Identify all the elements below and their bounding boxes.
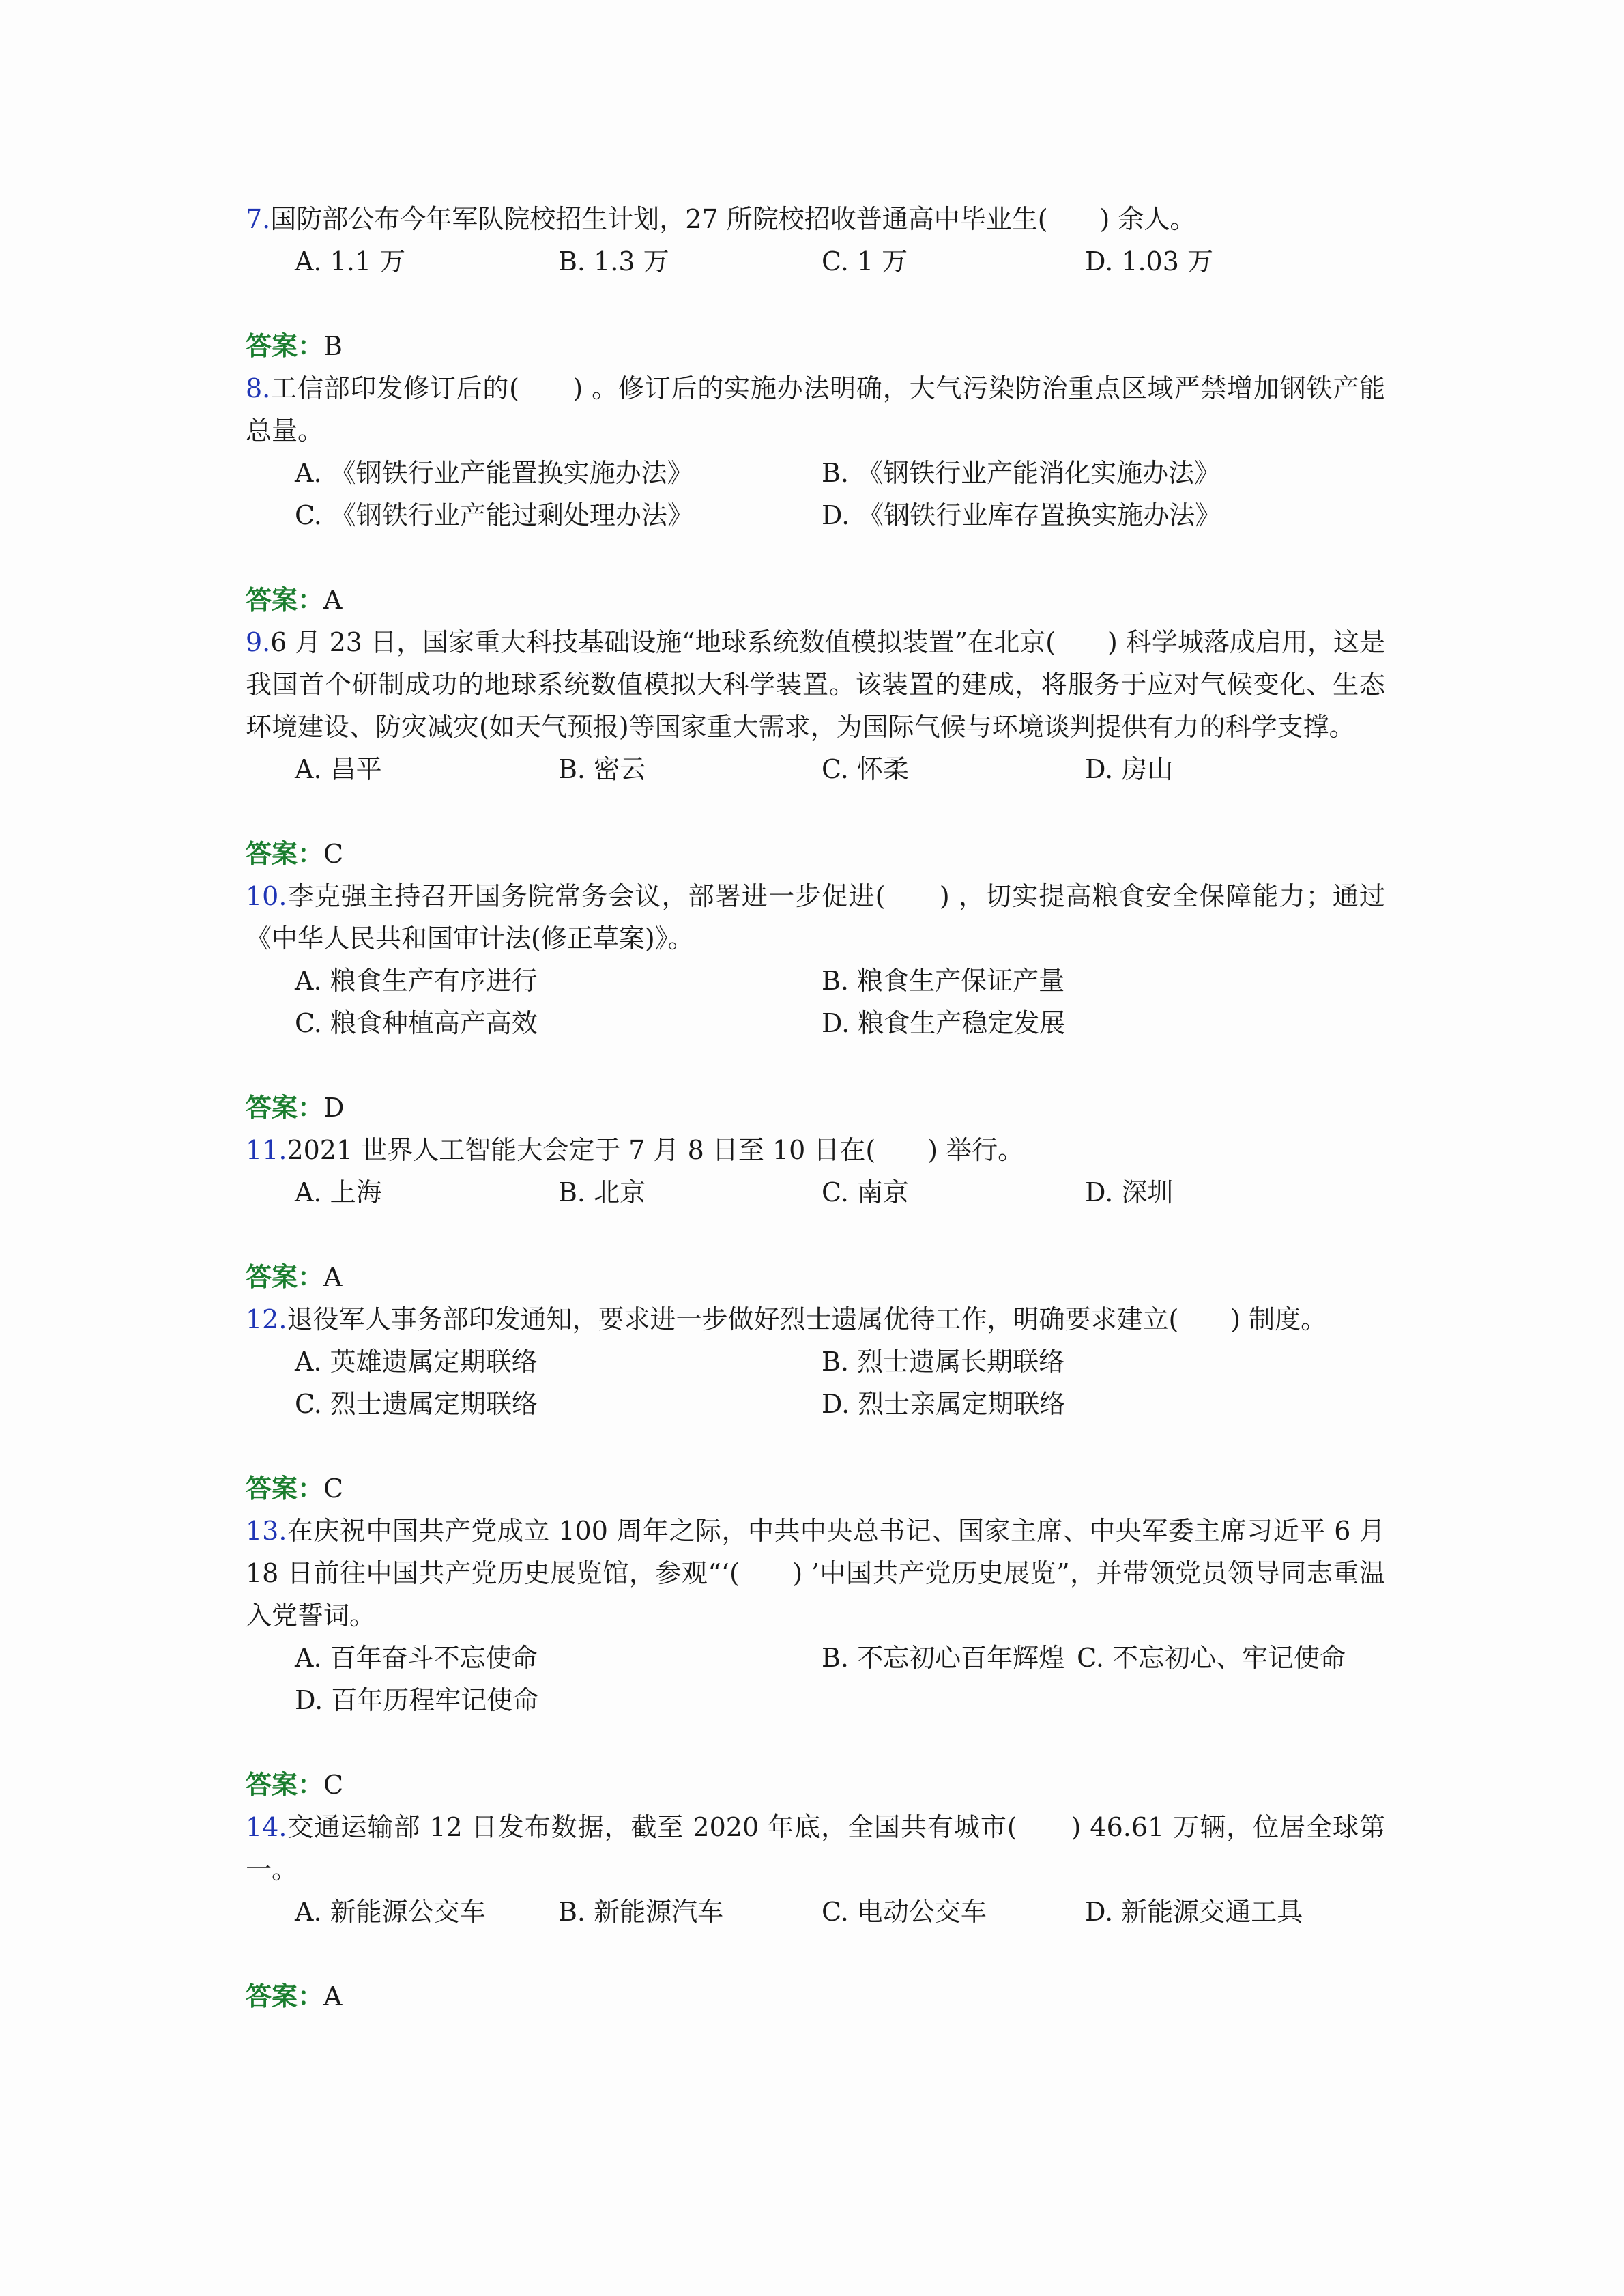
- option-d: D. 百年历程牢记使命: [295, 1685, 539, 1715]
- question-stem: 退役军人事务部印发通知，要求进一步做好烈士遗属优待工作，明确要求建立( ) 制度。: [287, 1304, 1327, 1334]
- option-a: A. 上海: [295, 1177, 382, 1207]
- options: [246, 1637, 1385, 1721]
- option-b: B. 北京: [558, 1177, 646, 1207]
- answer-value: A: [323, 1981, 343, 2011]
- question-text: [246, 875, 1385, 960]
- question-text: [246, 198, 1385, 240]
- option-c: C. 电动公交车: [822, 1897, 987, 1927]
- question-14: [246, 1806, 1385, 2018]
- answer-label: 答案：: [246, 838, 324, 869]
- question-12: [246, 1298, 1385, 1510]
- option-d: D. 新能源交通工具: [1085, 1897, 1303, 1927]
- answer: [246, 833, 1385, 875]
- option-a: A. 英雄遗属定期联络: [295, 1347, 538, 1377]
- option-c: C. 不忘初心、牢记使命: [1077, 1643, 1346, 1673]
- option-c: C. 怀柔: [822, 754, 909, 784]
- question-text: [246, 621, 1385, 748]
- option-a: A. 新能源公交车: [295, 1897, 486, 1927]
- option-b: B. 《钢铁行业产能消化实施办法》: [822, 458, 1221, 488]
- question-stem: 国防部公布今年军队院校招生计划，27 所院校招收普通高中毕业生( ) 余人。: [270, 204, 1196, 234]
- options: [246, 240, 1385, 283]
- answer-label: 答案：: [246, 584, 324, 615]
- options: [246, 452, 1385, 536]
- question-number: 10.: [246, 881, 287, 911]
- option-b: B. 1.3 万: [558, 246, 669, 276]
- question-text: [246, 367, 1385, 452]
- question-number: 14.: [246, 1812, 287, 1842]
- option-d: D. 房山: [1085, 754, 1174, 784]
- option-d: D. 粮食生产稳定发展: [822, 1008, 1066, 1038]
- option-a: A. 百年奋斗不忘使命: [295, 1643, 538, 1673]
- question-number: 9.: [246, 627, 271, 657]
- question-stem: 交通运输部 12 日发布数据，截至 2020 年底，全国共有城市( ) 46.61 万辆，位居全球第一。: [246, 1812, 1385, 1884]
- options: [246, 1340, 1385, 1425]
- option-b: B. 密云: [558, 754, 646, 784]
- question-list: [246, 198, 1385, 2018]
- question-11: [246, 1129, 1385, 1298]
- question-stem: 6 月 23 日，国家重大科技基础设施“地球系统数值模拟装置”在北京( ) 科学城落成启用，这是我国首个研制成功的地球系统数值模拟大科学装置。该装置的建成，将服务于应对气候变化、生态环境建设、防灾减灾(如天气预报)等国家重大需求，为国际气候与环境谈判提供有力的科学支撑。: [246, 627, 1385, 742]
- question-text: [246, 1510, 1385, 1637]
- question-stem: 在庆祝中国共产党成立 100 周年之际，中共中央总书记、国家主席、中央军委主席习近平 6 月 18 日前往中国共产党历史展览馆，参观“‘( ) ’中国共产党历史展览”，并带领党员领导同志重温入党誓词。: [246, 1516, 1385, 1631]
- option-d: D. 烈士亲属定期联络: [822, 1389, 1066, 1419]
- question-number: 7.: [246, 204, 271, 234]
- question-text: [246, 1806, 1385, 1891]
- option-c: C. 粮食种植高产高效: [295, 1008, 538, 1038]
- option-c: C. 南京: [822, 1177, 909, 1207]
- question-10: [246, 875, 1385, 1129]
- answer-value: C: [323, 1770, 344, 1800]
- option-b: B. 不忘初心百年辉煌: [822, 1643, 1065, 1673]
- question-text: [246, 1298, 1385, 1340]
- options: [246, 1171, 1385, 1214]
- option-c: C. 1 万: [822, 246, 908, 276]
- answer: [246, 1764, 1385, 1806]
- option-d: D. 深圳: [1085, 1177, 1174, 1207]
- options: [246, 748, 1385, 790]
- option-d: D. 1.03 万: [1085, 246, 1213, 276]
- answer-label: 答案：: [246, 1261, 324, 1292]
- answer: [246, 1087, 1385, 1129]
- option-a: A. 粮食生产有序进行: [295, 966, 538, 996]
- answer: [246, 579, 1385, 621]
- answer-value: A: [323, 585, 343, 615]
- answer-value: C: [323, 1474, 344, 1504]
- option-a: A. 昌平: [295, 754, 382, 784]
- question-number: 13.: [246, 1516, 287, 1546]
- answer-label: 答案：: [246, 330, 324, 361]
- option-b: B. 新能源汽车: [558, 1897, 724, 1927]
- answer-label: 答案：: [246, 1981, 324, 2011]
- question-9: [246, 621, 1385, 875]
- option-a: A. 《钢铁行业产能置换实施办法》: [295, 458, 693, 488]
- answer-label: 答案：: [246, 1092, 324, 1123]
- option-b: B. 烈士遗属长期联络: [822, 1347, 1065, 1377]
- answer-value: C: [323, 839, 344, 869]
- answer: [246, 1467, 1385, 1510]
- options: [246, 1891, 1385, 1933]
- answer-value: A: [323, 1262, 343, 1292]
- option-c: C. 《钢铁行业产能过剩处理办法》: [295, 500, 693, 530]
- answer-value: B: [323, 331, 343, 361]
- question-text: [246, 1129, 1385, 1171]
- question-stem: 工信部印发修订后的( ) 。修订后的实施办法明确，大气污染防治重点区域严禁增加钢铁产能总量。: [246, 373, 1385, 446]
- answer: [246, 1975, 1385, 2018]
- question-8: [246, 367, 1385, 621]
- options: [246, 960, 1385, 1044]
- answer-label: 答案：: [246, 1473, 324, 1504]
- option-a: A. 1.1 万: [295, 246, 406, 276]
- question-number: 11.: [246, 1135, 287, 1165]
- answer: [246, 1256, 1385, 1298]
- question-number: 8.: [246, 373, 271, 403]
- question-stem: 李克强主持召开国务院常务会议，部署进一步促进( ) ，切实提高粮食安全保障能力；通过《中华人民共和国审计法(修正草案)》。: [246, 881, 1385, 953]
- answer: [246, 325, 1385, 367]
- question-7: [246, 198, 1385, 367]
- question-number: 12.: [246, 1304, 287, 1334]
- answer-label: 答案：: [246, 1769, 324, 1800]
- question-stem: 2021 世界人工智能大会定于 7 月 8 日至 10 日在( ) 举行。: [287, 1135, 1024, 1165]
- option-d: D. 《钢铁行业库存置换实施办法》: [822, 500, 1221, 530]
- option-b: B. 粮食生产保证产量: [822, 966, 1065, 996]
- option-c: C. 烈士遗属定期联络: [295, 1389, 538, 1419]
- answer-value: D: [323, 1093, 345, 1123]
- question-13: [246, 1510, 1385, 1806]
